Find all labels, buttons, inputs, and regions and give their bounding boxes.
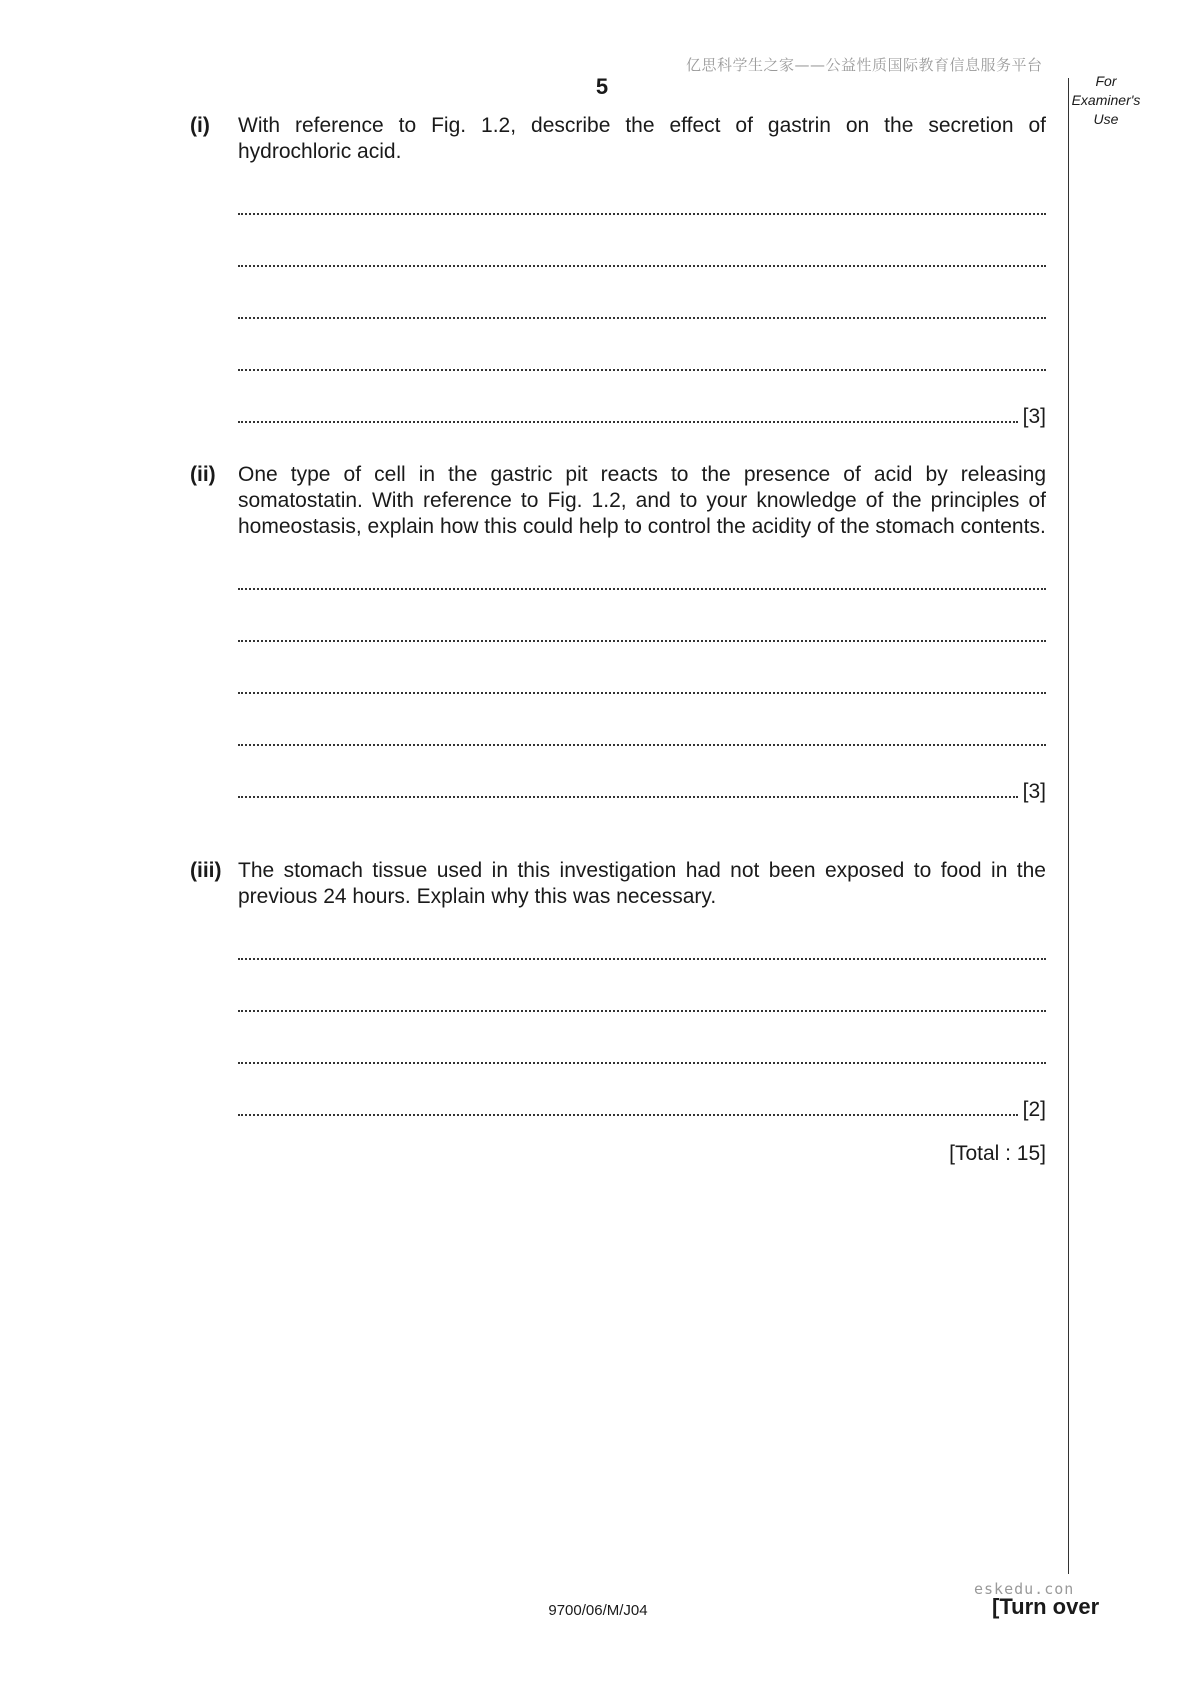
answer-area[interactable] [238, 546, 1046, 806]
question-text: One type of cell in the gastric pit reacts to the presence of acid by releasing somatostatin. With reference to Fig. 1.2, and to your knowledge of the principles of homeostasis, explain how this could help to control the acidity of the stomach contents. [238, 463, 1046, 538]
mark-allocation: [3] [1022, 780, 1046, 803]
answer-line[interactable] [238, 916, 1046, 968]
answer-line[interactable] [238, 650, 1046, 702]
answer-area[interactable] [238, 916, 1046, 1124]
question-text: The stomach tissue used in this investigation had not been exposed to food in the previous 24 hours. Explain why this was necessary. [238, 859, 1046, 908]
header-watermark: 亿思科学生之家——公益性质国际教育信息服务平台 [686, 56, 1043, 74]
turn-over-label: [Turn over [992, 1594, 1100, 1619]
answer-line[interactable] [238, 598, 1046, 650]
examiner-use-label [1066, 72, 1146, 129]
answer-line[interactable] [238, 702, 1046, 754]
question-number: (ii) [190, 463, 216, 486]
question-text: With reference to Fig. 1.2, describe the effect of gastrin on the secretion of hydrochloric acid. [238, 114, 1046, 163]
question-number: (iii) [190, 859, 222, 882]
mark-allocation: [2] [1022, 1098, 1046, 1121]
answer-line[interactable] [238, 546, 1046, 598]
answer-area[interactable] [238, 171, 1046, 431]
footer-watermark: eskedu.con [974, 1580, 1075, 1598]
answer-line[interactable] [238, 1072, 1046, 1124]
answer-line[interactable] [238, 754, 1046, 806]
page-number: 5 [595, 74, 609, 99]
answer-line[interactable] [238, 968, 1046, 1020]
mark-allocation: [3] [1022, 405, 1046, 428]
examiner-label-line-2: Examiner's [1071, 92, 1141, 108]
question-number: (i) [190, 114, 210, 137]
total-marks: [Total : 15] [949, 1142, 1046, 1165]
examiner-label-line-3: Use [1093, 111, 1119, 127]
paper-code: 9700/06/M/J04 [548, 1602, 648, 1619]
answer-line[interactable] [238, 327, 1046, 379]
question-ii [190, 462, 1046, 806]
answer-line[interactable] [238, 379, 1046, 431]
question-i [190, 113, 1046, 431]
answer-line[interactable] [238, 171, 1046, 223]
question-iii [190, 858, 1046, 1124]
examiner-margin-line [1068, 78, 1069, 1574]
answer-line[interactable] [238, 1020, 1046, 1072]
examiner-label-line-1: For [1095, 73, 1117, 89]
answer-line[interactable] [238, 223, 1046, 275]
answer-line[interactable] [238, 275, 1046, 327]
